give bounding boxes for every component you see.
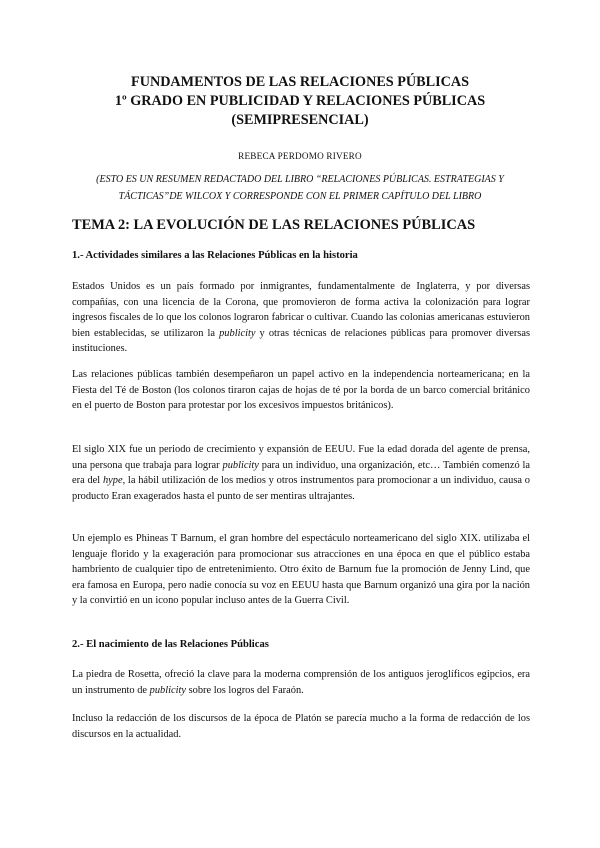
chapter-heading: TEMA 2: LA EVOLUCIÓN DE LAS RELACIONES PÚBLICAS [72,217,476,233]
author-name: REBECA PERDOMO RIVERO [238,151,362,161]
summary-note: (ESTO ES UN RESUMEN REDACTADO DEL LIBRO “RELACIONES PÚBLICAS. ESTRATEGIAS Y TÁCTICAS”DE WILCOX Y CORRESPONDE CON EL PRIMER CAPÍTULO DEL LIBRO [96,174,504,202]
section-2-paragraph-2: Incluso la redacción de los discursos de la época de Platón se parecía mucho a la forma de redacción de los discursos en la actualidad. [72,713,530,740]
document-title-line-3: (SEMIPRESENCIAL) [231,112,369,128]
section-1-heading: 1.- Actividades similares a las Relaciones Públicas en la historia [72,250,358,261]
section-1-paragraph-4: Un ejemplo es Phineas T Barnum, el gran hombre del espectáculo norteamericano del siglo XIX. utilizaba el lenguaje florido y la exageración para promocionar sus atracciones en una época en que el público estaba hambriento de cualquier tipo de entretenimiento. Otro éxito de Barnum fue la promoción de Jenny Lind, que era famosa en Europa, pero nadie conocía su voz en EEUU hasta que Barnum organizó una gira por la nación y la convirtió en un icono popular incluso antes de la Guerra Civil. [72,533,530,607]
document-title-line-2: 1º GRADO EN PUBLICIDAD Y RELACIONES PÚBLICAS [114,93,486,109]
section-1-paragraph-1: Estados Unidos es un país formado por inmigrantes, fundamentalmente de Inglaterra, y por diversas compañías, con una licencia de la Corona, que promovieron de forma activa la colonización para lograr ingresos fiscales de lo que los colonos lograron fabricar o cultivar. Cuando las colonias americanas estuvieron bien establecidas, se utilizaron la publicity y otras técnicas de relaciones públicas para promover diversas instituciones. [72,281,530,355]
document-title-line-1: FUNDAMENTOS DE LAS RELACIONES PÚBLICAS [131,74,469,90]
section-2-paragraph-1: La piedra de Rosetta, ofreció la clave para la moderna comprensión de los antiguos jeroglíficos egipcios, era un instrumento de publicity sobre los logros del Faraón. [72,669,530,696]
section-2-heading: 2.- El nacimiento de las Relaciones Públicas [72,639,269,650]
section-1-paragraph-2: Las relaciones públicas también desempeñaron un papel activo en la independencia norteamericana; en la Fiesta del Té de Boston (los colonos tiraron cajas de hojas de té por la borda de un barco comercial británico en el puerto de Boston para protestar por los excesivos impuestos británicos). [72,369,530,412]
section-1-paragraph-3: El siglo XIX fue un periodo de crecimiento y expansión de EEUU. Fue la edad dorada del agente de prensa, una persona que trabaja para lograr publicity para un individuo, una organización, etc… También comenzó la era del hype, la hábil utilización de los medios y otros instrumentos para promocionar a un individuo, causa o producto Eran exagerados hasta el punto de ser mentiras ultrajantes. [72,444,531,502]
